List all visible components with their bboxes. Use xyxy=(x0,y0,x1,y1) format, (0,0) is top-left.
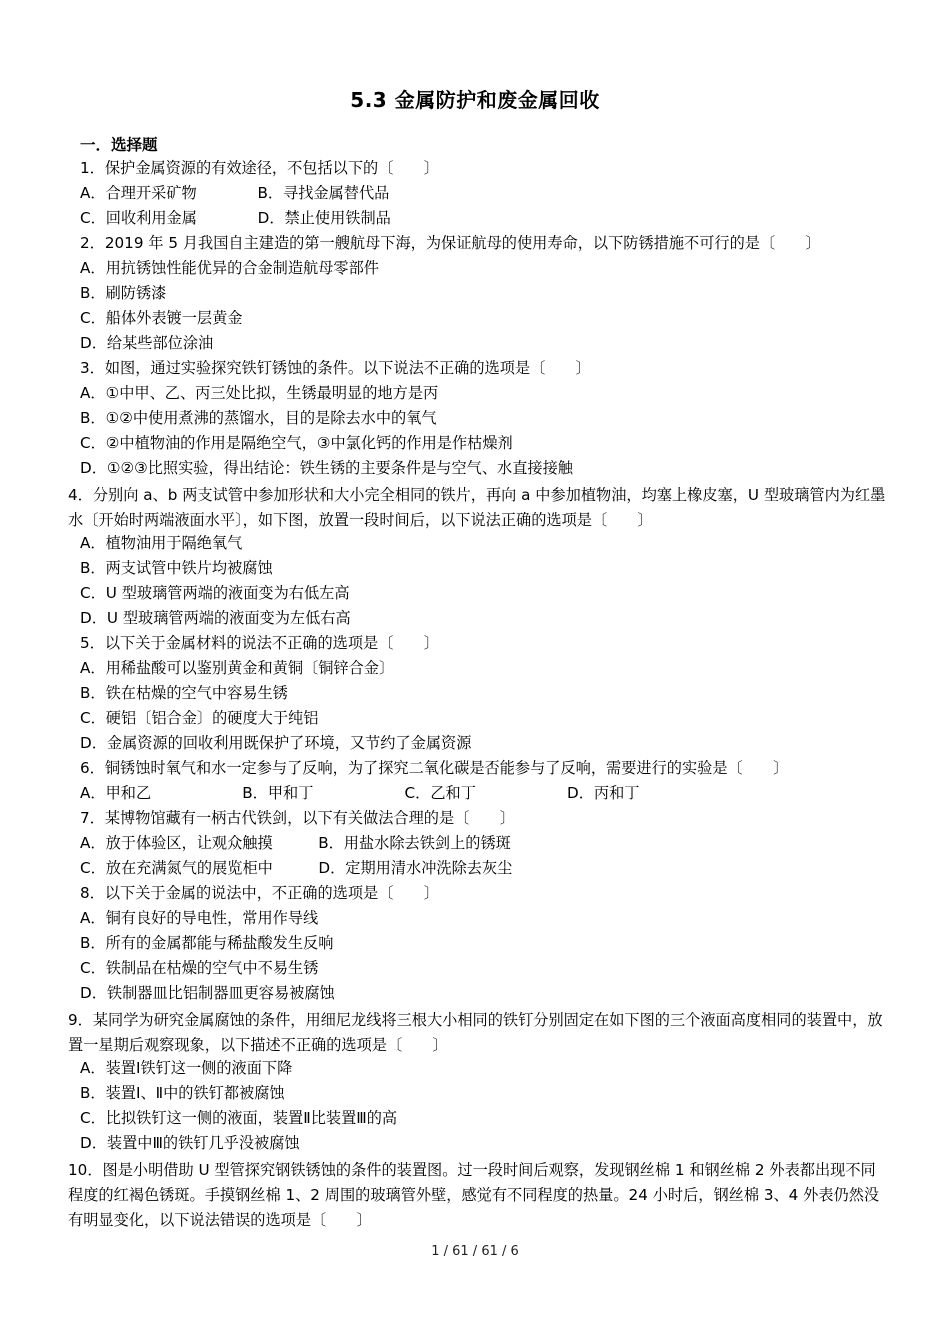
question-1-options-cd: C．回收利用金属 D．禁止使用铁制品 xyxy=(80,209,391,227)
question-2-stem: 2．2019 年 5 月我国自主建造的第一艘航母下海，为保证航母的使用寿命，以下防锈措施不可行的是〔 〕 xyxy=(80,234,821,252)
section-heading: 一．选择题 xyxy=(80,136,158,154)
question-5-stem: 5．以下关于金属材料的说法不正确的选项是〔 〕 xyxy=(80,634,439,652)
question-3-option-b: B．①②中使用煮沸的蒸馏水，目的是除去水中的氧气 xyxy=(80,409,437,427)
question-1-options-ab: A．合理开采矿物 B．寻找金属替代品 xyxy=(80,184,390,202)
question-2-option-d: D．给某些部位涂油 xyxy=(80,334,214,352)
question-4-option-c: C．U 型玻璃管两端的液面变为右低左高 xyxy=(80,584,350,602)
question-7-options-ab: A．放于体验区，让观众触摸 B．用盐水除去铁剑上的锈斑 xyxy=(80,834,511,852)
question-8-option-d: D．铁制器皿比铝制器皿更容易被腐蚀 xyxy=(80,984,335,1002)
question-2-option-c: C．船体外表镀一层黄金 xyxy=(80,309,243,327)
question-7-options-cd: C．放在充满氮气的展览柜中 D．定期用清水冲洗除去灰尘 xyxy=(80,859,513,877)
page-footer: 1 / 61 / 61 / 6 xyxy=(431,1244,519,1259)
question-5-option-b: B．铁在枯燥的空气中容易生锈 xyxy=(80,684,288,702)
question-8-option-b: B．所有的金属都能与稀盐酸发生反响 xyxy=(80,934,334,952)
question-1-stem: 1．保护金属资源的有效途径，不包括以下的〔 〕 xyxy=(80,159,439,177)
question-9-option-b: B．装置Ⅰ、Ⅱ中的铁钉都被腐蚀 xyxy=(80,1084,285,1102)
question-3-option-d: D．①②③比照实验，得出结论：铁生锈的主要条件是与空气、水直接接触 xyxy=(80,459,573,477)
question-8-option-a: A．铜有良好的导电性，常用作导线 xyxy=(80,909,319,927)
question-2-option-a: A．用抗锈蚀性能优异的合金制造航母零部件 xyxy=(80,259,379,277)
page-title: 5.3 金属防护和废金属回收 xyxy=(350,88,600,112)
question-9-option-a: A．装置Ⅰ铁钉这一侧的液面下降 xyxy=(80,1059,293,1077)
question-4-option-b: B．两支试管中铁片均被腐蚀 xyxy=(80,559,273,577)
question-7-stem: 7．某博物馆藏有一柄古代铁剑，以下有关做法合理的是〔 〕 xyxy=(80,809,515,827)
question-6-options: A．甲和乙 B．甲和丁 C．乙和丁 D．丙和丁 xyxy=(80,784,640,802)
question-3-option-a: A．①中甲、乙、丙三处比拟，生锈最明显的地方是丙 xyxy=(80,384,439,402)
question-2-option-b: B．刷防锈漆 xyxy=(80,284,167,302)
question-4-option-d: D．U 型玻璃管两端的液面变为左低右高 xyxy=(80,609,351,627)
question-9-option-c: C．比拟铁钉这一侧的液面，装置Ⅱ比装置Ⅲ的高 xyxy=(80,1109,398,1127)
question-9-option-d: D．装置中Ⅲ的铁钉几乎没被腐蚀 xyxy=(80,1134,300,1152)
question-5-option-c: C．硬铝〔铝合金〕的硬度大于纯铝 xyxy=(80,709,319,727)
question-6-stem: 6．铜锈蚀时氧气和水一定参与了反响，为了探究二氧化碳是否能参与了反响，需要进行的实验是〔 〕 xyxy=(80,759,789,777)
question-3-option-c: C．②中植物油的作用是隔绝空气，③中氯化钙的作用是作枯燥剂 xyxy=(80,434,513,452)
question-5-option-d: D．金属资源的回收利用既保护了环境，又节约了金属资源 xyxy=(80,734,472,752)
question-3-stem: 3．如图，通过实验探究铁钉锈蚀的条件。以下说法不正确的选项是〔 〕 xyxy=(80,359,591,377)
question-8-option-c: C．铁制品在枯燥的空气中不易生锈 xyxy=(80,959,319,977)
question-5-option-a: A．用稀盐酸可以鉴别黄金和黄铜〔铜锌合金〕 xyxy=(80,659,395,677)
question-4-option-a: A．植物油用于隔绝氧气 xyxy=(80,534,243,552)
question-8-stem: 8．以下关于金属的说法中，不正确的选项是〔 〕 xyxy=(80,884,439,902)
question-9-stem: 9．某同学为研究金属腐蚀的条件，用细尼龙线将三根大小相同的铁钉分别固定在如下图的三个液面高度相同的装置中，放置一星期后观察现象，以下描述不正确的选项是〔 〕 xyxy=(68,1011,883,1054)
question-4-stem: 4．分别向 a、b 两支试管中参加形状和大小完全相同的铁片，再向 a 中参加植物油，均塞上橡皮塞，U 型玻璃管内为红墨水〔开始时两端液面水平〕，如下图，放置一段时间后，以下说法正确的选项是〔 〕 xyxy=(68,486,886,529)
question-10-stem: 10．图是小明借助 U 型管探究钢铁锈蚀的条件的装置图。过一段时间后观察，发现钢丝棉 1 和钢丝棉 2 外表都出现不同程度的红褐色锈斑。手摸钢丝棉 1、2 周围的玻璃管外壁，感觉有不同程度的热量。24 小时后，钢丝棉 3、4 外表仍然没有明显变化，以下说法错误的选项是〔 〕 xyxy=(68,1161,880,1229)
